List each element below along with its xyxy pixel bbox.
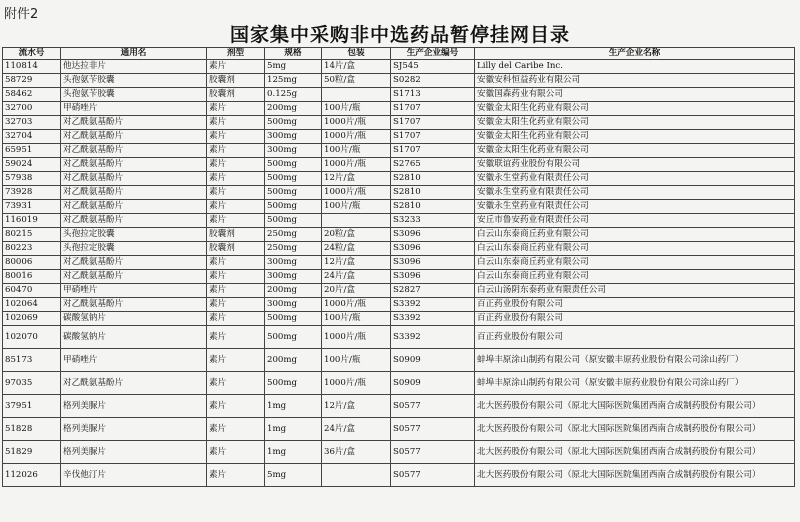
cell-manufacturer-name: 安徽金太阳生化药业有限公司 [475,130,795,144]
cell-manufacturer-name: 安徽联谊药业股份有限公司 [475,158,795,172]
table-row [3,130,795,144]
cell-package: 100片/瓶 [322,349,391,372]
table-row [3,74,795,88]
table-body [3,60,795,487]
cell-dosage-form: 素片 [207,172,265,186]
table-row [3,349,795,372]
cell-manufacturer-code: S2765 [391,158,475,172]
cell-serial-no: 37951 [3,395,61,418]
cell-manufacturer-code: S3392 [391,298,475,312]
cell-dosage-form: 素片 [207,270,265,284]
cell-specification: 250mg [265,242,322,256]
cell-package: 1000片/瓶 [322,186,391,200]
cell-dosage-form: 胶囊剂 [207,228,265,242]
cell-manufacturer-name: 白云山东泰商丘药业有限公司 [475,242,795,256]
cell-specification: 200mg [265,284,322,298]
table-row [3,298,795,312]
table-row [3,372,795,395]
cell-manufacturer-code: S1707 [391,144,475,158]
cell-serial-no: 80016 [3,270,61,284]
cell-generic-name: 对乙酰氨基酚片 [61,214,207,228]
cell-generic-name: 头孢拉定胶囊 [61,228,207,242]
cell-manufacturer-name: 蚌埠丰原涂山制药有限公司（原安徽丰原药业股份有限公司涂山药厂） [475,372,795,395]
cell-generic-name: 格列美脲片 [61,441,207,464]
table-row [3,60,795,74]
cell-specification: 500mg [265,116,322,130]
cell-generic-name: 对乙酰氨基酚片 [61,256,207,270]
cell-package: 1000片/瓶 [322,116,391,130]
cell-serial-no: 57938 [3,172,61,186]
cell-package: 12片/盒 [322,395,391,418]
cell-manufacturer-name: 安徽国森药业有限公司 [475,88,795,102]
cell-generic-name: 甲硝唑片 [61,284,207,298]
cell-dosage-form: 素片 [207,418,265,441]
cell-package: 24粒/盒 [322,242,391,256]
cell-specification: 5mg [265,464,322,487]
cell-serial-no: 32700 [3,102,61,116]
cell-package [322,464,391,487]
cell-manufacturer-code: S0909 [391,349,475,372]
cell-manufacturer-code: S0577 [391,418,475,441]
cell-dosage-form: 素片 [207,60,265,74]
cell-specification: 250mg [265,228,322,242]
table-row [3,242,795,256]
table-row [3,395,795,418]
cell-serial-no: 80215 [3,228,61,242]
cell-package: 1000片/瓶 [322,372,391,395]
cell-serial-no: 60470 [3,284,61,298]
cell-manufacturer-code: S1713 [391,88,475,102]
cell-dosage-form: 素片 [207,298,265,312]
cell-serial-no: 116019 [3,214,61,228]
cell-manufacturer-name: 安徽金太阳生化药业有限公司 [475,144,795,158]
cell-dosage-form: 素片 [207,312,265,326]
cell-package: 12片/盒 [322,172,391,186]
cell-serial-no: 73931 [3,200,61,214]
cell-serial-no: 65951 [3,144,61,158]
cell-dosage-form: 素片 [207,326,265,349]
cell-generic-name: 对乙酰氨基酚片 [61,372,207,395]
table-row [3,116,795,130]
cell-specification: 500mg [265,158,322,172]
cell-specification: 300mg [265,144,322,158]
cell-package: 1000片/瓶 [322,158,391,172]
cell-manufacturer-name: 安徽永生堂药业有限责任公司 [475,200,795,214]
cell-specification: 200mg [265,102,322,116]
cell-package: 24片/盒 [322,418,391,441]
cell-manufacturer-code: S0577 [391,395,475,418]
cell-manufacturer-name: 北大医药股份有限公司（原北大国际医院集团西南合成制药股份有限公司） [475,395,795,418]
cell-dosage-form: 素片 [207,144,265,158]
table-row [3,464,795,487]
cell-specification: 500mg [265,372,322,395]
cell-dosage-form: 胶囊剂 [207,74,265,88]
cell-manufacturer-name: 蚌埠丰原涂山制药有限公司（原安徽丰原药业股份有限公司涂山药厂） [475,349,795,372]
cell-manufacturer-name: 安徽安科恒益药业有限公司 [475,74,795,88]
cell-serial-no: 112026 [3,464,61,487]
cell-dosage-form: 素片 [207,200,265,214]
cell-serial-no: 58462 [3,88,61,102]
cell-serial-no: 80006 [3,256,61,270]
cell-serial-no: 85173 [3,349,61,372]
cell-package: 50粒/盒 [322,74,391,88]
cell-generic-name: 对乙酰氨基酚片 [61,158,207,172]
table-row [3,256,795,270]
cell-generic-name: 对乙酰氨基酚片 [61,298,207,312]
cell-generic-name: 甲硝唑片 [61,349,207,372]
cell-generic-name: 对乙酰氨基酚片 [61,200,207,214]
cell-specification: 300mg [265,270,322,284]
cell-specification: 1mg [265,395,322,418]
cell-serial-no: 59024 [3,158,61,172]
cell-manufacturer-code: S2810 [391,172,475,186]
cell-package: 100片/瓶 [322,144,391,158]
cell-dosage-form: 素片 [207,256,265,270]
cell-manufacturer-name: 白云山东泰商丘药业有限公司 [475,256,795,270]
cell-dosage-form: 素片 [207,395,265,418]
cell-specification: 125mg [265,74,322,88]
cell-generic-name: 对乙酰氨基酚片 [61,172,207,186]
cell-manufacturer-code: S3233 [391,214,475,228]
cell-serial-no: 102070 [3,326,61,349]
cell-package: 1000片/瓶 [322,326,391,349]
table-row [3,214,795,228]
cell-package [322,88,391,102]
cell-manufacturer-code: SJ545 [391,60,475,74]
cell-specification: 200mg [265,349,322,372]
table-header-row [3,48,795,60]
table-row [3,270,795,284]
cell-manufacturer-name: 安徽永生堂药业有限责任公司 [475,186,795,200]
cell-manufacturer-name: 白云山东泰商丘药业有限公司 [475,270,795,284]
cell-manufacturer-code: S3096 [391,270,475,284]
cell-generic-name: 辛伐他汀片 [61,464,207,487]
cell-package: 100片/瓶 [322,102,391,116]
cell-manufacturer-code: S1707 [391,102,475,116]
cell-manufacturer-code: S3392 [391,326,475,349]
cell-manufacturer-code: S2810 [391,200,475,214]
cell-specification: 1mg [265,418,322,441]
table-row [3,284,795,298]
table-row [3,88,795,102]
cell-dosage-form: 胶囊剂 [207,242,265,256]
cell-generic-name: 甲硝唑片 [61,102,207,116]
cell-dosage-form: 素片 [207,349,265,372]
cell-generic-name: 格列美脲片 [61,395,207,418]
cell-specification: 500mg [265,312,322,326]
cell-dosage-form: 素片 [207,116,265,130]
cell-manufacturer-name: 安徽金太阳生化药业有限公司 [475,116,795,130]
cell-generic-name: 碳酸氢钠片 [61,312,207,326]
table-row [3,200,795,214]
table-row [3,186,795,200]
cell-manufacturer-code: S1707 [391,130,475,144]
cell-specification: 300mg [265,130,322,144]
header-manufacturer-name: 生产企业名称 [475,48,795,60]
cell-manufacturer-name: 安丘市鲁安药业有限责任公司 [475,214,795,228]
cell-specification: 500mg [265,200,322,214]
cell-manufacturer-code: S3096 [391,228,475,242]
cell-generic-name: 对乙酰氨基酚片 [61,186,207,200]
cell-serial-no: 58729 [3,74,61,88]
cell-dosage-form: 素片 [207,372,265,395]
cell-package: 12片/盒 [322,256,391,270]
cell-dosage-form: 胶囊剂 [207,88,265,102]
cell-package: 24片/盒 [322,270,391,284]
cell-manufacturer-code: S2827 [391,284,475,298]
cell-serial-no: 110814 [3,60,61,74]
cell-manufacturer-code: S2810 [391,186,475,200]
cell-serial-no: 102069 [3,312,61,326]
cell-specification: 500mg [265,326,322,349]
cell-specification: 500mg [265,186,322,200]
cell-manufacturer-name: 北大医药股份有限公司（原北大国际医院集团西南合成制药股份有限公司） [475,441,795,464]
cell-manufacturer-name: 白云山汤阴东泰药业有限责任公司 [475,284,795,298]
cell-generic-name: 头孢氨苄胶囊 [61,74,207,88]
cell-generic-name: 碳酸氢钠片 [61,326,207,349]
header-package: 包装 [322,48,391,60]
cell-serial-no: 102064 [3,298,61,312]
drug-catalog-table [2,47,795,487]
cell-manufacturer-code: S0909 [391,372,475,395]
page-title: 国家集中采购非中选药品暂停挂网目录 [229,24,570,46]
cell-generic-name: 对乙酰氨基酚片 [61,144,207,158]
header-generic-name: 通用名 [61,48,207,60]
cell-manufacturer-name: 安徽永生堂药业有限责任公司 [475,172,795,186]
table-row [3,441,795,464]
cell-dosage-form: 素片 [207,284,265,298]
cell-dosage-form: 素片 [207,214,265,228]
cell-serial-no: 80223 [3,242,61,256]
cell-manufacturer-code: S1707 [391,116,475,130]
cell-generic-name: 对乙酰氨基酚片 [61,270,207,284]
cell-manufacturer-name: 百正药业股份有限公司 [475,312,795,326]
table-row [3,326,795,349]
cell-package: 1000片/瓶 [322,130,391,144]
cell-generic-name: 头孢拉定胶囊 [61,242,207,256]
cell-package: 1000片/瓶 [322,298,391,312]
cell-package: 100片/瓶 [322,312,391,326]
cell-package: 14片/盒 [322,60,391,74]
cell-manufacturer-code: S0282 [391,74,475,88]
cell-package: 20粒/盒 [322,228,391,242]
cell-dosage-form: 素片 [207,186,265,200]
cell-dosage-form: 素片 [207,158,265,172]
table-row [3,144,795,158]
table-row [3,228,795,242]
cell-specification: 500mg [265,172,322,186]
table-row [3,172,795,186]
header-dosage-form: 剂型 [207,48,265,60]
cell-manufacturer-code: S3096 [391,242,475,256]
header-specification: 规格 [265,48,322,60]
cell-specification: 300mg [265,256,322,270]
cell-manufacturer-code: S3392 [391,312,475,326]
cell-manufacturer-name: 北大医药股份有限公司（原北大国际医院集团西南合成制药股份有限公司） [475,464,795,487]
header-serial-no: 流水号 [3,48,61,60]
cell-specification: 500mg [265,214,322,228]
cell-package: 36片/盒 [322,441,391,464]
cell-manufacturer-code: S0577 [391,464,475,487]
cell-dosage-form: 素片 [207,441,265,464]
annex-label: 附件2 [4,7,39,22]
cell-manufacturer-name: 百正药业股份有限公司 [475,326,795,349]
cell-serial-no: 32704 [3,130,61,144]
table-row [3,418,795,441]
cell-package: 20片/盒 [322,284,391,298]
cell-generic-name: 对乙酰氨基酚片 [61,116,207,130]
cell-manufacturer-name: Lilly del Caribe Inc. [475,60,795,74]
cell-serial-no: 97035 [3,372,61,395]
cell-dosage-form: 素片 [207,130,265,144]
cell-specification: 0.125g [265,88,322,102]
cell-serial-no: 73928 [3,186,61,200]
cell-dosage-form: 素片 [207,464,265,487]
cell-manufacturer-name: 白云山东泰商丘药业有限公司 [475,228,795,242]
cell-serial-no: 51829 [3,441,61,464]
cell-serial-no: 51828 [3,418,61,441]
table-row [3,312,795,326]
header-manufacturer-code: 生产企业编号 [391,48,475,60]
cell-specification: 1mg [265,441,322,464]
cell-generic-name: 头孢氨苄胶囊 [61,88,207,102]
cell-manufacturer-name: 安徽金太阳生化药业有限公司 [475,102,795,116]
cell-package [322,214,391,228]
table-row [3,158,795,172]
cell-dosage-form: 素片 [207,102,265,116]
cell-manufacturer-name: 北大医药股份有限公司（原北大国际医院集团西南合成制药股份有限公司） [475,418,795,441]
cell-specification: 5mg [265,60,322,74]
cell-specification: 300mg [265,298,322,312]
cell-manufacturer-name: 百正药业股份有限公司 [475,298,795,312]
cell-manufacturer-code: S0577 [391,441,475,464]
cell-generic-name: 格列美脲片 [61,418,207,441]
cell-package: 100片/瓶 [322,200,391,214]
cell-generic-name: 对乙酰氨基酚片 [61,130,207,144]
cell-generic-name: 他达拉非片 [61,60,207,74]
cell-manufacturer-code: S3096 [391,256,475,270]
cell-serial-no: 32703 [3,116,61,130]
table-row [3,102,795,116]
